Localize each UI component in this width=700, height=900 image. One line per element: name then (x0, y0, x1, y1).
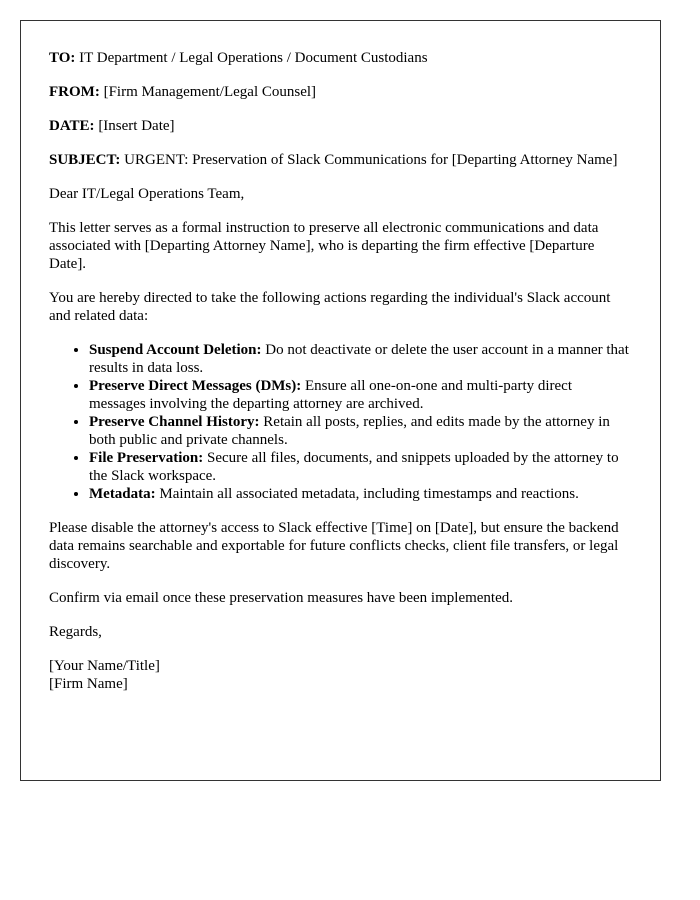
action-title: Preserve Channel History: (89, 414, 260, 430)
list-item (89, 377, 632, 413)
list-item (89, 449, 632, 485)
signature-name: [Your Name/Title] (49, 658, 160, 674)
from-label: FROM: (49, 84, 100, 100)
to-line (49, 49, 632, 67)
action-title: Preserve Direct Messages (DMs): (89, 378, 302, 394)
action-text: Secure all files, documents, and snippets uploaded by the attorney to the Slack workspace. (89, 450, 619, 484)
date-label: DATE: (49, 118, 95, 134)
action-title: Metadata: (89, 486, 156, 502)
intro-paragraph: This letter serves as a formal instruction to preserve all electronic communications and data associated with [Departing Attorney Name], who is departing the firm effective [Departure Date]. (49, 220, 599, 272)
salutation: Dear IT/Legal Operations Team, (49, 186, 245, 202)
from-value: [Firm Management/Legal Counsel] (99, 84, 317, 100)
signature-block (49, 657, 632, 693)
letter-document (20, 20, 661, 781)
action-title: Suspend Account Deletion: (89, 342, 262, 358)
subject-value: URGENT: Preservation of Slack Communications for [Departing Attorney Name] (120, 152, 618, 168)
list-item (89, 341, 632, 377)
list-item (89, 485, 632, 503)
directive-paragraph: You are hereby directed to take the following actions regarding the individual's Slack account and related data: (49, 290, 611, 324)
access-paragraph: Please disable the attorney's access to Slack effective [Time] on [Date], but ensure the backend data remains searchable and exportable for future conflicts checks, client file transfers, or legal discovery. (49, 520, 619, 572)
subject-line (49, 151, 632, 169)
date-line (49, 117, 632, 135)
signature-firm: [Firm Name] (49, 676, 128, 692)
action-text: Ensure all one-on-one and multi-party direct messages involving the departing attorney are archived. (89, 378, 573, 412)
to-value: IT Department / Legal Operations / Document Custodians (75, 50, 428, 66)
date-value: [Insert Date] (94, 118, 175, 134)
from-line (49, 83, 632, 101)
subject-label: SUBJECT: (49, 152, 121, 168)
confirm-paragraph: Confirm via email once these preservation measures have been implemented. (49, 590, 513, 606)
list-item (89, 413, 632, 449)
actions-list (49, 341, 632, 503)
closing: Regards, (49, 624, 102, 640)
action-text: Retain all posts, replies, and edits made by the attorney in both public and private channels. (89, 414, 610, 448)
to-label: TO: (49, 50, 76, 66)
action-title: File Preservation: (89, 450, 204, 466)
action-text: Maintain all associated metadata, including timestamps and reactions. (155, 486, 579, 502)
action-text: Do not deactivate or delete the user account in a manner that results in data loss. (89, 342, 629, 376)
